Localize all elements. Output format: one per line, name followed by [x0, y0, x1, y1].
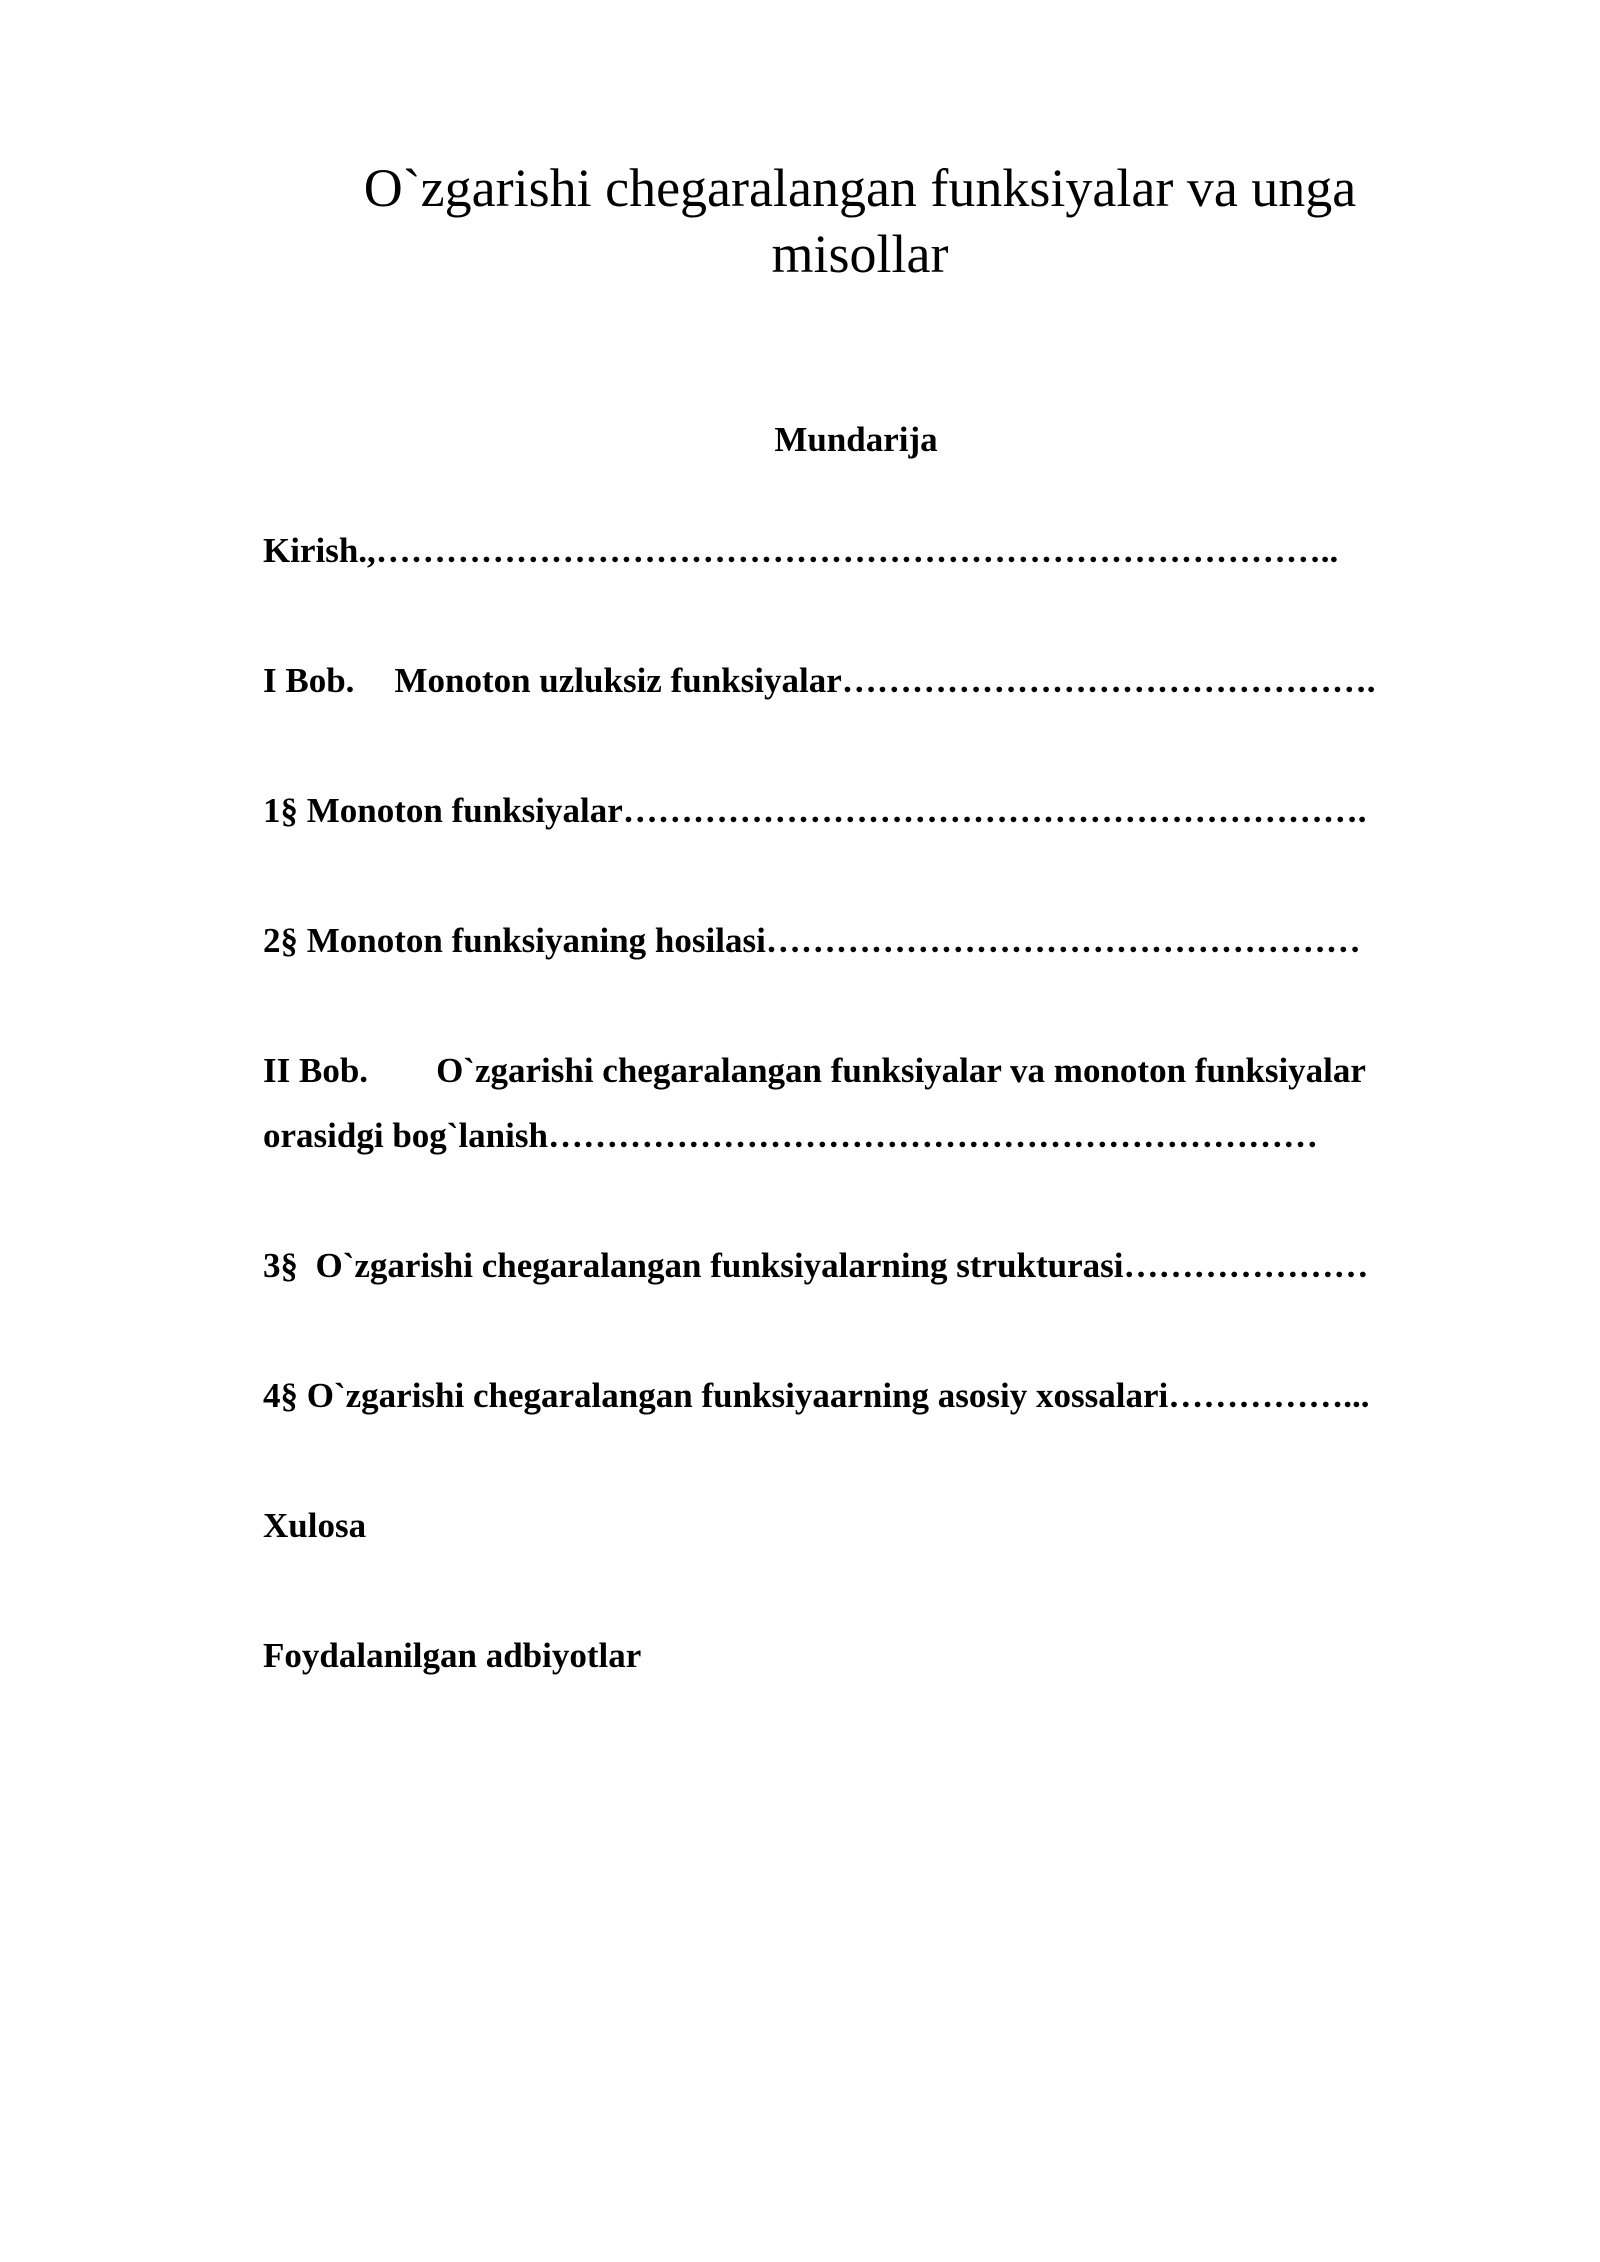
- toc-chapter-2-text-line-2: orasidgi bog`lanish…………………………………………………………: [263, 1116, 1318, 1155]
- document-title: [300, 155, 1420, 287]
- toc-chapter-1-number: I Bob.: [263, 661, 355, 700]
- toc-entry-section-4: [228, 1330, 1369, 1462]
- toc-entry-section-1: [228, 745, 1367, 877]
- toc-entry-references: [228, 1590, 641, 1722]
- toc-entry-section-3: [228, 1200, 1369, 1332]
- toc-chapter-2-text-line-1: O`zgarishi chegaralangan funksiyalar va monoton funksiyalar: [436, 1051, 1366, 1090]
- toc-entry-chapter-1: [228, 615, 1376, 747]
- toc-section-1-text: 1§ Monoton funksiyalar……………………………………………………….: [263, 791, 1367, 830]
- toc-chapter-1-text: Monoton uzluksiz funksiyalar……………………………………….: [394, 661, 1376, 700]
- toc-heading: Mundarija: [774, 420, 938, 459]
- toc-entry-conclusion: [228, 1460, 366, 1592]
- toc-section-3-text: 3§ O`zgarishi chegaralangan funksiyalarning strukturasi…………………: [263, 1246, 1369, 1285]
- toc-section-4-text: 4§ O`zgarishi chegaralangan funksiyaarning asosiy xossalari……………...: [263, 1376, 1370, 1415]
- toc-chapter-2-number: II Bob.: [263, 1051, 369, 1090]
- toc-entry-section-2: [228, 875, 1361, 1007]
- toc-conclusion-text: Xulosa: [263, 1506, 367, 1545]
- toc-entry-intro: [228, 485, 1338, 617]
- toc-entry-intro-text: Kirish.,………………………………………………………………………..: [263, 531, 1339, 570]
- toc-section-2-text: 2§ Monoton funksiyaning hosilasi……………………………………………: [263, 921, 1361, 960]
- toc-entry-chapter-2-continued: [228, 1070, 1318, 1202]
- toc-references-text: Foydalanilgan adbiyotlar: [263, 1636, 642, 1675]
- document-title-line-2: misollar: [771, 224, 949, 284]
- document-title-line-1: O`zgarishi chegaralangan funksiyalar va unga: [363, 158, 1357, 218]
